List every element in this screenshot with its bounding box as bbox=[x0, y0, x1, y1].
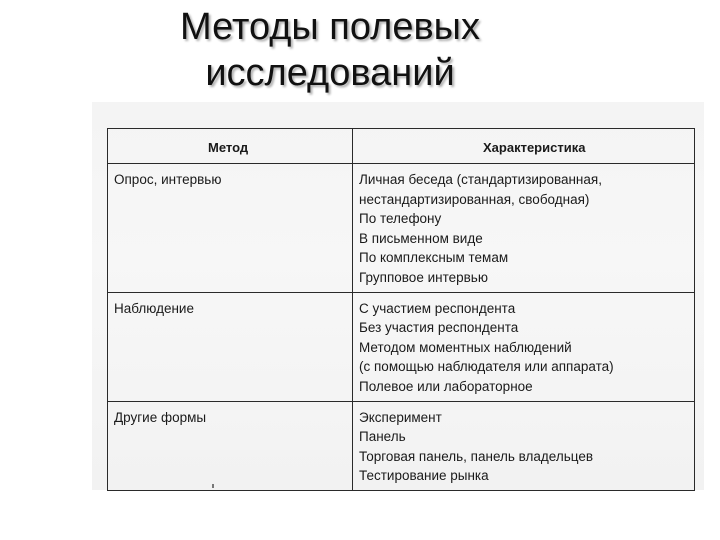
methods-table bbox=[107, 128, 695, 491]
characteristic-item: нестандартизированная, свободная) bbox=[359, 191, 590, 207]
characteristic-cell bbox=[353, 164, 695, 293]
characteristic-cell bbox=[353, 292, 695, 401]
characteristic-item: С участием респондента bbox=[359, 300, 516, 316]
header-method bbox=[108, 129, 353, 164]
slide-title-line-2: исследований bbox=[205, 52, 455, 94]
characteristic-item: Групповое интервью bbox=[359, 269, 488, 285]
slide-title bbox=[150, 4, 510, 96]
method-cell bbox=[108, 164, 353, 293]
table-row bbox=[108, 292, 695, 401]
table-row bbox=[108, 401, 695, 490]
method-cell bbox=[108, 292, 353, 401]
characteristic-item: По телефону bbox=[359, 211, 442, 227]
characteristic-item: Методом моментных наблюдений bbox=[359, 339, 572, 355]
table-header-row bbox=[108, 129, 695, 164]
table-row bbox=[108, 164, 695, 293]
method-name: Опрос, интервью bbox=[114, 172, 222, 187]
header-characteristic bbox=[353, 129, 695, 164]
characteristic-item: По комплексным темам bbox=[359, 250, 509, 266]
characteristic-item: Панель bbox=[359, 429, 406, 445]
characteristic-cell bbox=[353, 401, 695, 490]
method-name: Другие формы bbox=[114, 409, 207, 425]
characteristic-item: Торговая панель, панель владельцев bbox=[359, 448, 594, 464]
method-cell bbox=[108, 401, 353, 490]
characteristic-item: Полевое или лабораторное bbox=[359, 378, 533, 394]
characteristic-item: Эксперимент bbox=[359, 409, 442, 425]
method-name: Наблюдение bbox=[114, 300, 194, 316]
characteristic-item: Личная беседа (стандартизированная, bbox=[359, 172, 602, 187]
header-characteristic-label: Характеристика bbox=[483, 140, 586, 155]
header-method-label: Метод bbox=[208, 140, 249, 155]
characteristic-item: В письменном виде bbox=[359, 230, 483, 246]
slide-title-line-1: Методы полевых bbox=[180, 6, 480, 48]
characteristic-item: Без участия респондента bbox=[359, 320, 519, 336]
scan-mark bbox=[212, 484, 214, 488]
characteristic-item: (с помощью наблюдателя или аппарата) bbox=[359, 359, 614, 375]
characteristic-item: Тестирование рынка bbox=[359, 468, 489, 484]
